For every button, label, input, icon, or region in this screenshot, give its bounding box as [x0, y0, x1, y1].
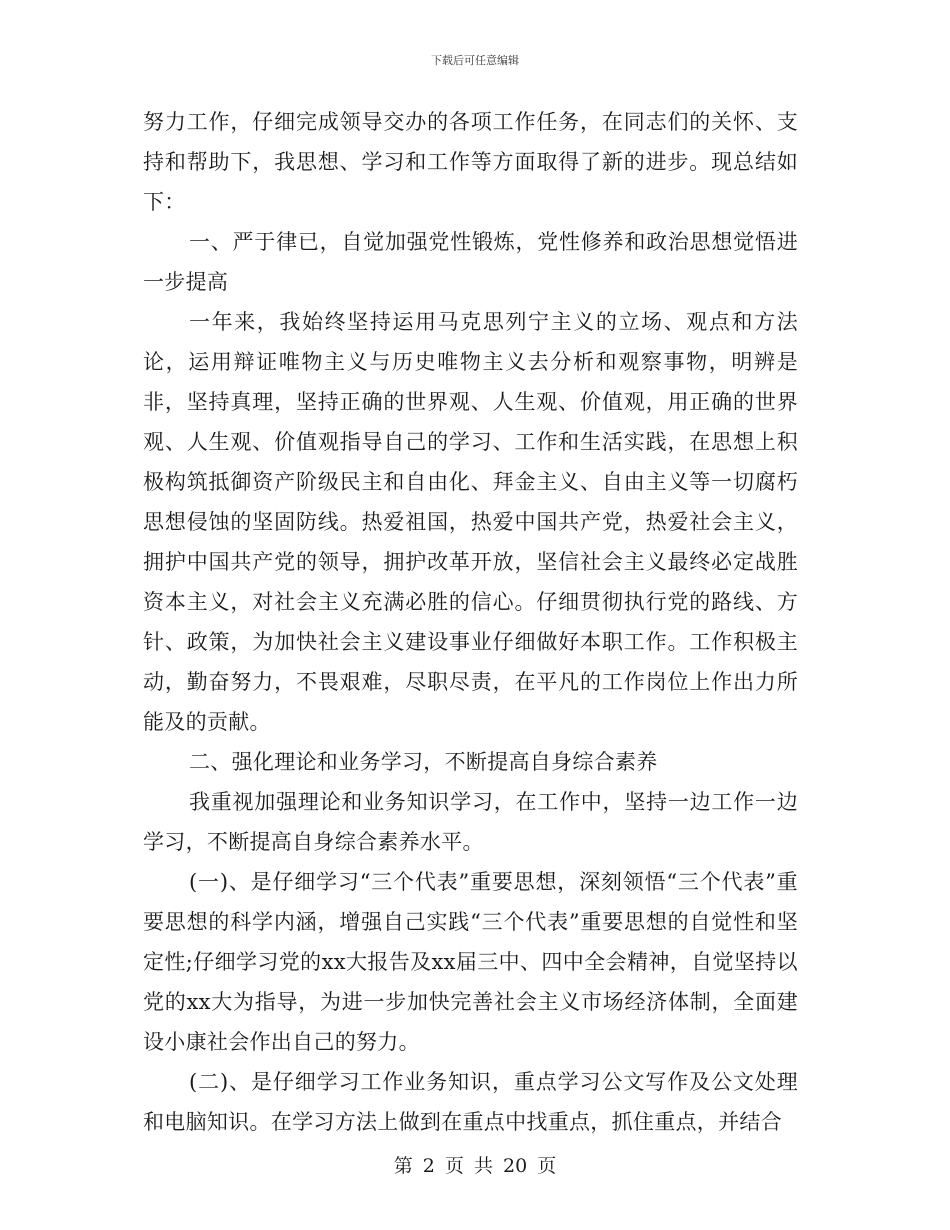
- body-paragraph: 一年来，我始终坚持运用马克思列宁主义的立场、观点和方法论，运用辩证唯物主义与历史唯物主义去分析和观察事物，明辨是非，坚持真理，坚持正确的世界观、人生观、价值观，用正确的世界观、人生观、价值观指导自己的学习、工作和生活实践，在思想上积极构筑抵御资产阶级民主和自由化、拜金主义、自由主义等一切腐朽思想侵蚀的坚固防线。热爱祖国，热爱中国共产党，热爱社会主义，拥护中国共产党的领导，拥护改革开放，坚信社会主义最终必定战胜资本主义，对社会主义充满必胜的信心。仔细贯彻执行党的路线、方针、政策，为加快社会主义建设事业仔细做好本职工作。工作积极主动，勤奋努力，不畏艰难，尽职尽责，在平凡的工作岗位上作出力所能及的贡献。: [143, 310, 798, 734]
- body-paragraph: (二)、是仔细学习工作业务知识，重点学习公文写作及公文处理和电脑知识。在学习方法上做到在重点中找重点，抓住重点，并结合: [143, 1070, 798, 1134]
- body-paragraph: 努力工作，仔细完成领导交办的各项工作任务，在同志们的关怀、支持和帮助下，我思想、学习和工作等方面取得了新的进步。现总结如下：: [143, 110, 798, 214]
- section-heading: 二、强化理论和业务学习，不断提高自身综合素养: [189, 750, 658, 774]
- page-header: 下载后可任意编辑: [431, 54, 519, 67]
- section-heading: 一、严于律已，自觉加强党性锻炼，党性修养和政治思想觉悟进一步提高: [143, 230, 798, 294]
- document-body: [143, 102, 798, 1142]
- body-paragraph: 我重视加强理论和业务知识学习，在工作中，坚持一边工作一边学习，不断提高自身综合素养水平。: [143, 790, 798, 854]
- body-paragraph: (一)、是仔细学习“三个代表”重要思想，深刻领悟“三个代表”重要思想的科学内涵，增强自己实践“三个代表”重要思想的自觉性和坚定性;仔细学习党的xx大报告及xx届三中、四中全会精神，自觉坚持以党的xx大为指导，为进一步加快完善社会主义市场经济体制，全面建设小康社会作出自己的努力。: [143, 870, 798, 1054]
- page-number-footer: 第 2 页 共 20 页: [393, 1155, 557, 1177]
